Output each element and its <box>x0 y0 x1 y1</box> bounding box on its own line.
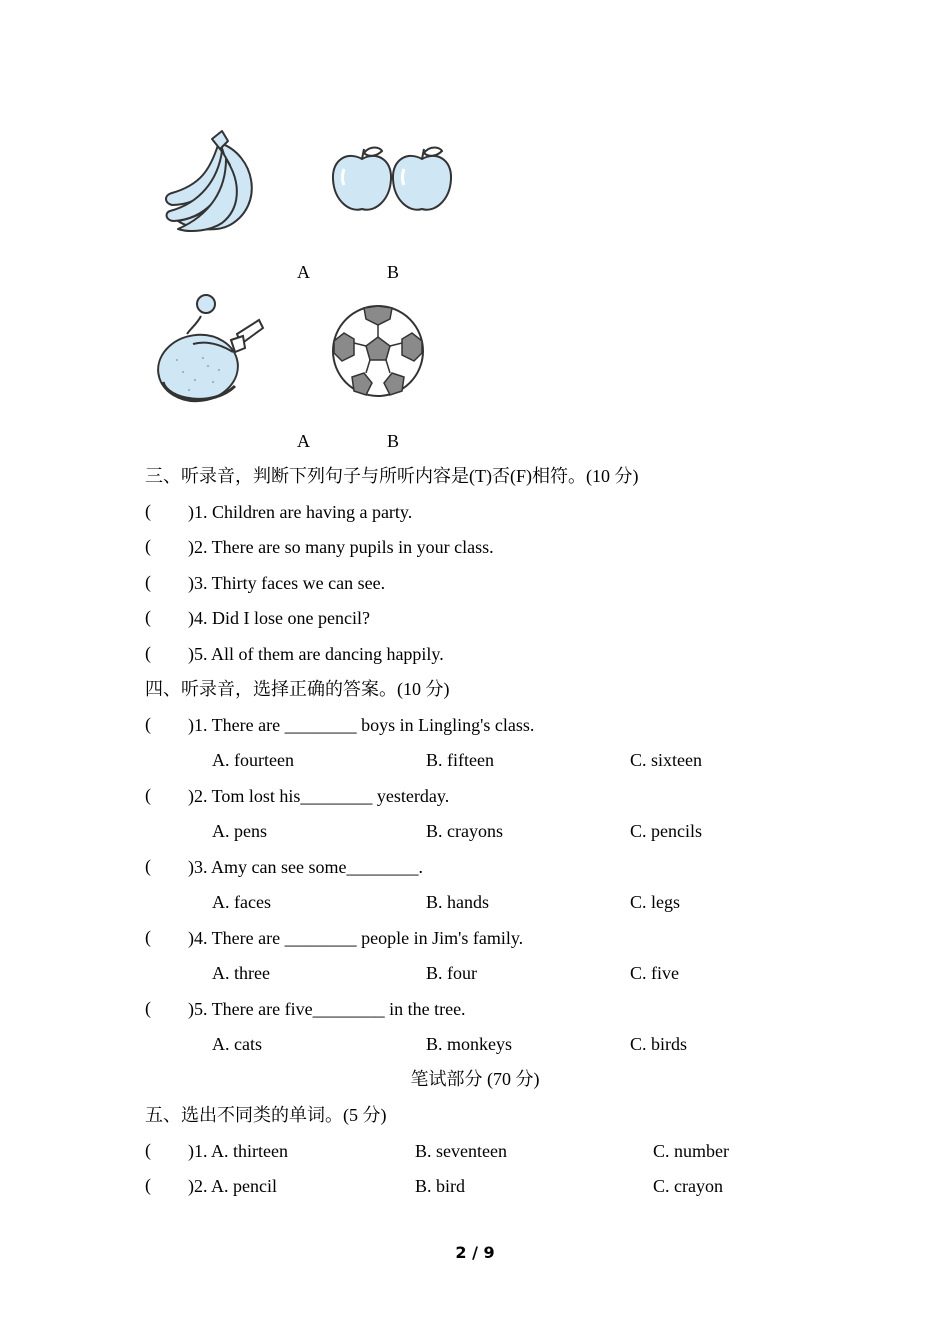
section5-title: 五、选出不同类的单词。(5 分) <box>145 1105 387 1125</box>
apples-icon <box>330 145 455 215</box>
section4-q1-option-a: A. fourteen <box>212 750 294 770</box>
row2-label-b: B <box>387 431 400 451</box>
section5-q2-option-b: B. bird <box>415 1176 466 1196</box>
section5-q1-option-a: )1. A. thirteen <box>188 1141 288 1161</box>
written-part-heading: 笔试部分 (70 分) <box>410 1069 540 1089</box>
section4-title: 四、听录音，选择正确的答案。(10 分) <box>145 679 450 699</box>
section4-q2-option-a: A. pens <box>212 821 267 841</box>
row2-label-a: A <box>297 431 310 451</box>
section3-paren-3: ( <box>145 572 151 592</box>
section3-paren-1: ( <box>145 501 151 521</box>
section3-item-5: )5. All of them are dancing happily. <box>188 644 444 664</box>
section4-question-5: )5. There are five________ in the tree. <box>188 999 466 1019</box>
section3-item-2: )2. There are so many pupils in your class. <box>188 537 494 557</box>
page-number: 2 / 9 <box>455 1243 495 1262</box>
section5-q1-option-c: C. number <box>653 1141 729 1161</box>
section4-q3-option-b: B. hands <box>426 892 489 912</box>
section5-paren-2: ( <box>145 1175 151 1195</box>
section4-question-1: )1. There are ________ boys in Lingling's class. <box>188 715 535 735</box>
row1-label-b: B <box>387 262 400 282</box>
section3-item-1: )1. Children are having a party. <box>188 502 413 522</box>
section3-paren-5: ( <box>145 643 151 663</box>
section4-paren-5: ( <box>145 998 151 1018</box>
section3-item-4: )4. Did I lose one pencil? <box>188 608 370 628</box>
section5-q2-option-c: C. crayon <box>653 1176 723 1196</box>
section4-paren-4: ( <box>145 927 151 947</box>
section4-q3-option-c: C. legs <box>630 892 681 912</box>
section5-paren-1: ( <box>145 1140 151 1160</box>
section4-question-4: )4. There are ________ people in Jim's family. <box>188 928 524 948</box>
section4-q4-option-b: B. four <box>426 963 477 983</box>
section4-q2-option-b: B. crayons <box>426 821 503 841</box>
section3-paren-4: ( <box>145 607 151 627</box>
row1-label-a: A <box>297 262 310 282</box>
section3-title: 三、听录音，判断下列句子与所听内容是(T)否(F)相符。(10 分) <box>145 466 639 486</box>
section5-q2-option-a: )2. A. pencil <box>188 1176 277 1196</box>
section4-q5-option-a: A. cats <box>212 1034 262 1054</box>
section4-question-2: )2. Tom lost his________ yesterday. <box>188 786 450 806</box>
banana-icon <box>160 125 270 235</box>
ping-pong-icon <box>153 290 268 408</box>
section4-q5-option-b: B. monkeys <box>426 1034 513 1054</box>
section3-item-3: )3. Thirty faces we can see. <box>188 573 386 593</box>
football-icon <box>330 303 426 399</box>
section4-q3-option-a: A. faces <box>212 892 271 912</box>
section5-q1-option-b: B. seventeen <box>415 1141 507 1161</box>
section4-paren-2: ( <box>145 785 151 805</box>
section4-q1-option-b: B. fifteen <box>426 750 494 770</box>
section4-question-3: )3. Amy can see some________. <box>188 857 423 877</box>
section4-q5-option-c: C. birds <box>630 1034 688 1054</box>
section4-paren-1: ( <box>145 714 151 734</box>
section4-q4-option-a: A. three <box>212 963 270 983</box>
section4-paren-3: ( <box>145 856 151 876</box>
section3-paren-2: ( <box>145 536 151 556</box>
section4-q4-option-c: C. five <box>630 963 679 983</box>
section4-q1-option-c: C. sixteen <box>630 750 702 770</box>
section4-q2-option-c: C. pencils <box>630 821 702 841</box>
